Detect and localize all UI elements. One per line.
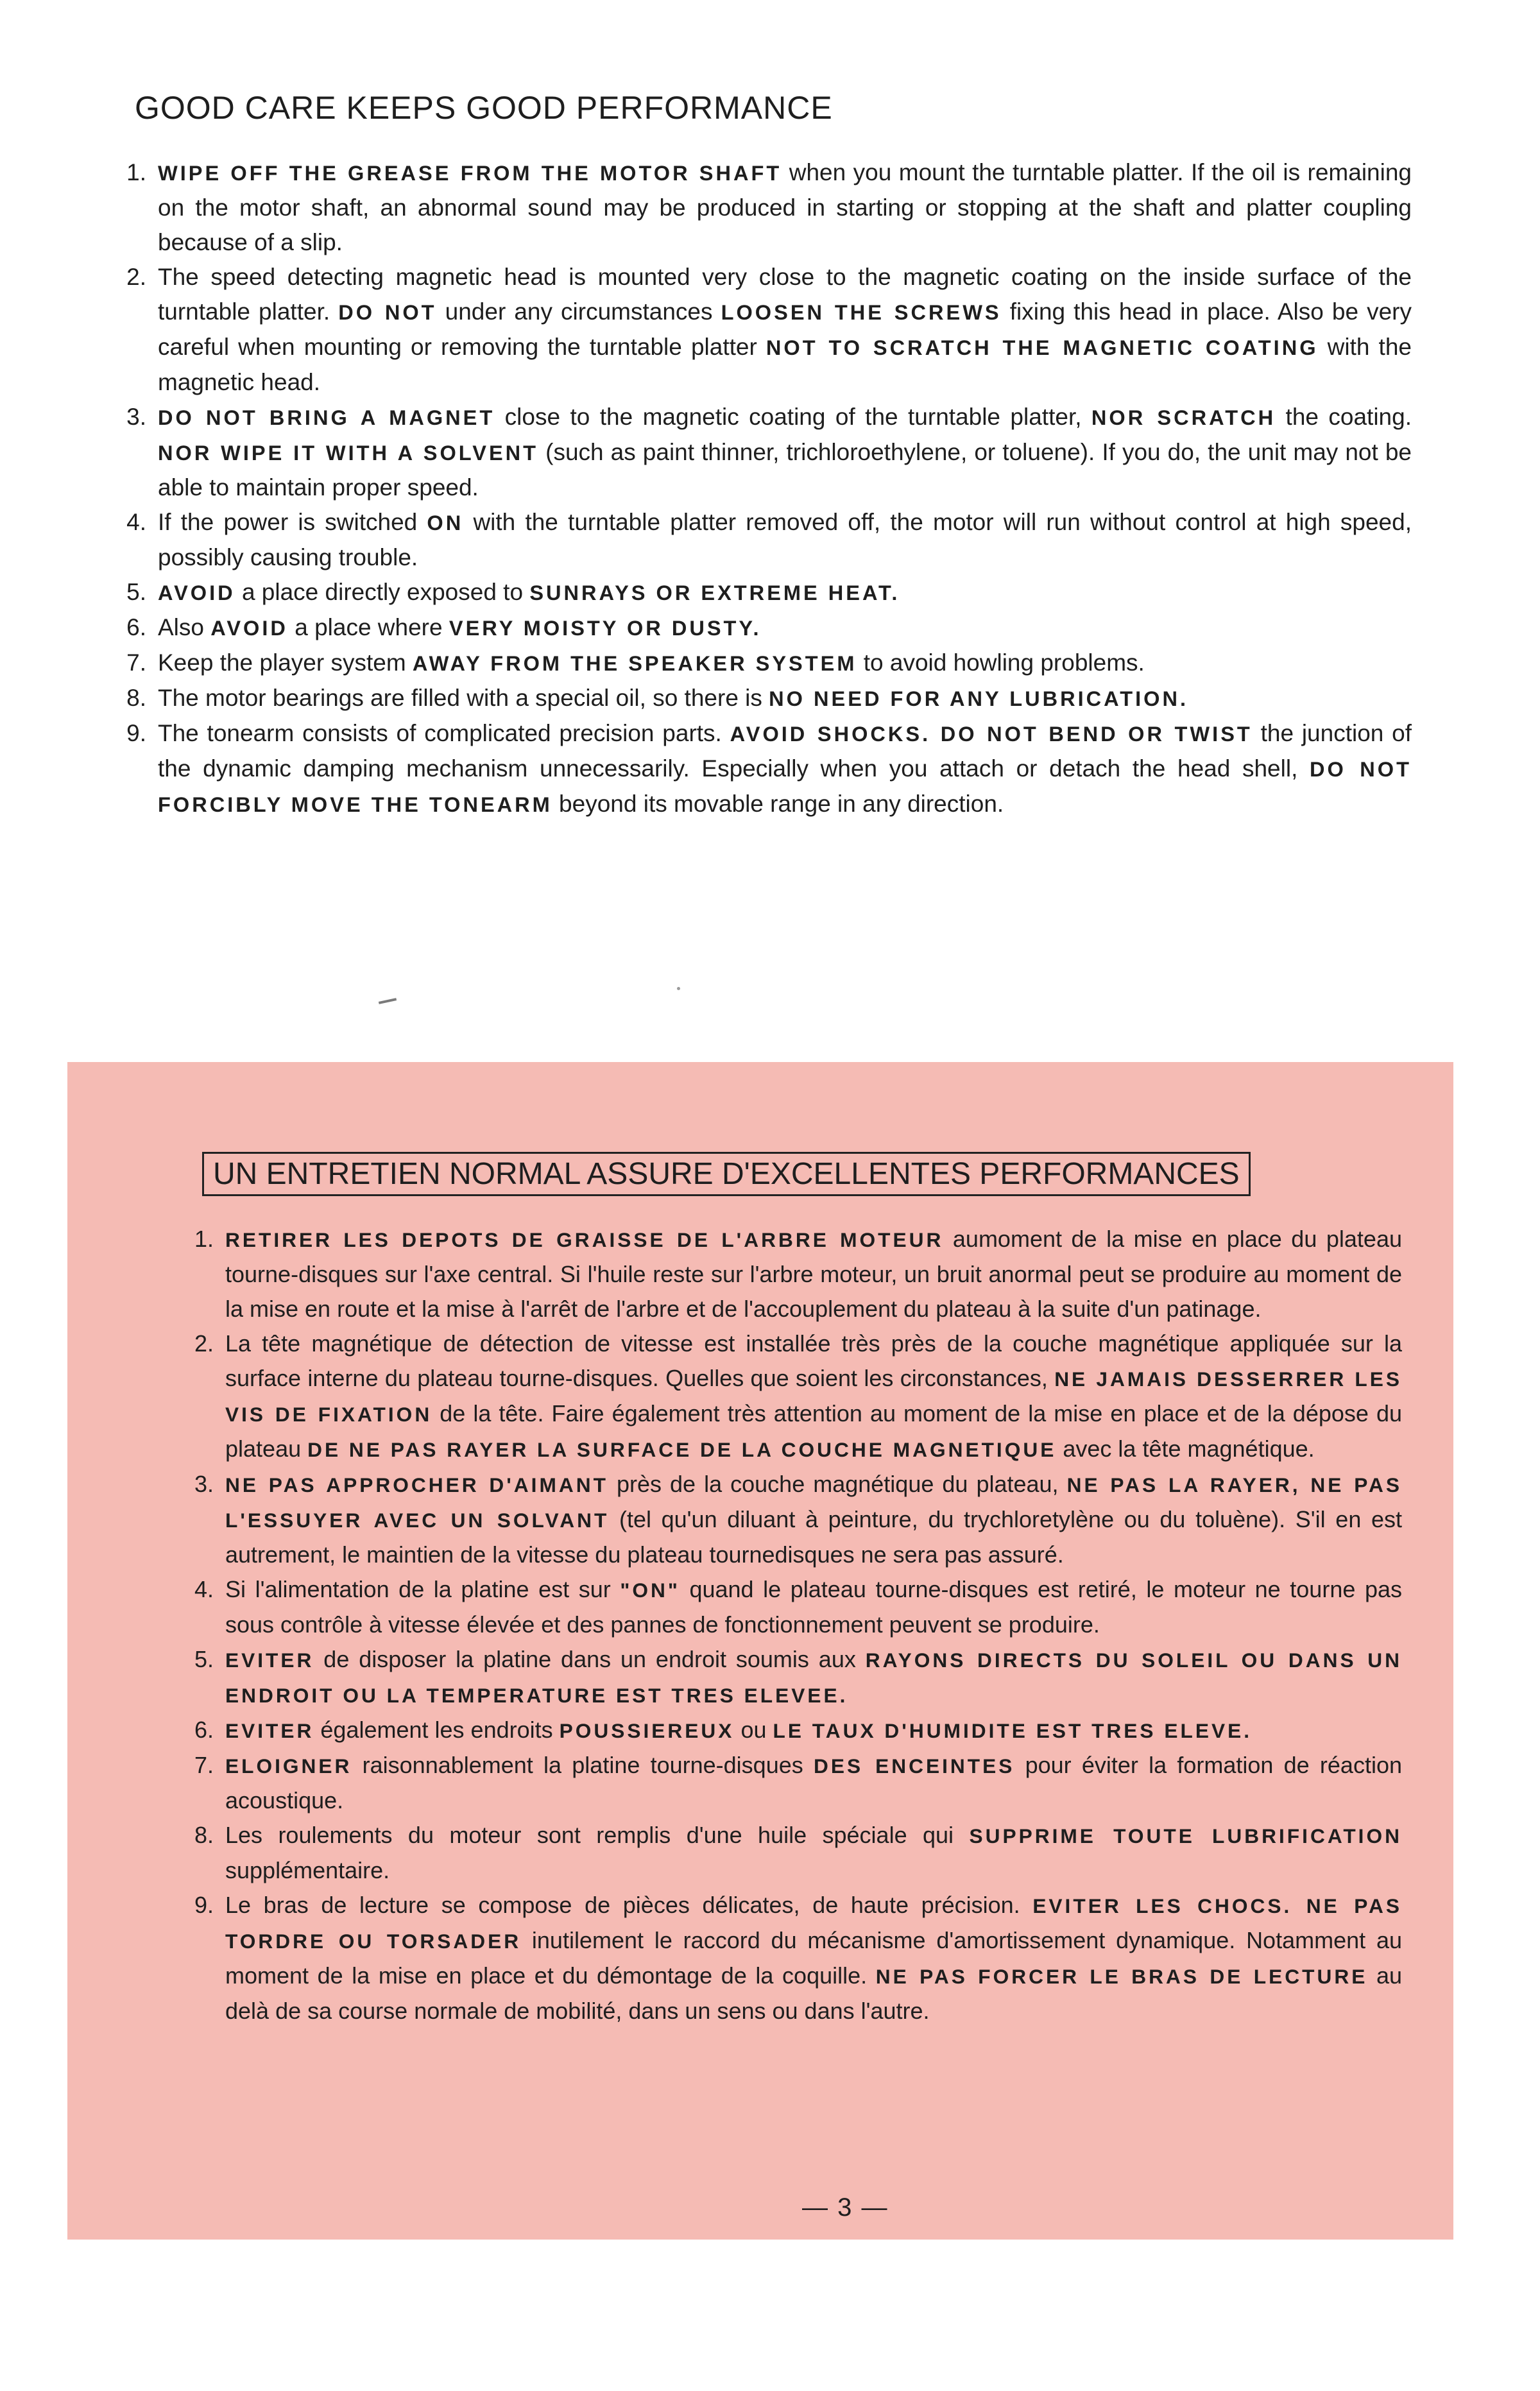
emphasized-text: NE PAS APPROCHER D'AIMANT <box>225 1473 608 1497</box>
emphasized-text: DO NOT BRING A MAGNET <box>158 406 495 429</box>
item-number: 6. <box>194 1717 214 1744</box>
emphasized-text: SUNRAYS OR EXTREME HEAT. <box>529 581 900 604</box>
english-list-item <box>126 681 1412 716</box>
body-text: supplémentaire. <box>225 1857 390 1884</box>
emphasized-text: EVITER LES CHOCS. NE PAS TORDRE OU TORSADER <box>225 1894 1402 1953</box>
emphasized-text: NE PAS LA RAYER, NE PAS L'ESSUYER AVEC UN SOLVANT <box>225 1473 1402 1532</box>
emphasized-text: NOR SCRATCH <box>1091 406 1276 429</box>
body-text: ou <box>734 1717 773 1744</box>
emphasized-text: "ON" <box>620 1579 680 1602</box>
item-number: 5. <box>194 1646 214 1673</box>
french-list-item <box>194 1713 1402 1748</box>
emphasized-text: AVOID <box>210 616 288 640</box>
body-text: au delà de sa course normale de mobilité, dans un sens ou dans l'autre. <box>225 1962 1403 2025</box>
item-number: 7. <box>194 1752 214 1779</box>
item-number: 3. <box>126 403 146 430</box>
french-list-item <box>194 1888 1403 2028</box>
body-text: (such as paint thinner, trichloroethylene, or toluene). If you do, the unit may not be able to maintain proper speed. <box>158 438 1412 501</box>
item-number: 4. <box>194 1576 214 1603</box>
item-number: 9. <box>126 719 146 746</box>
item-number: 5. <box>126 578 146 605</box>
body-text: également les endroits <box>314 1717 560 1744</box>
emphasized-text: SUPPRIME TOUTE LUBRIFICATION <box>969 1824 1402 1848</box>
body-text: with the magnetic head. <box>158 333 1412 395</box>
emphasized-text: RETIRER LES DEPOTS DE GRAISSE DE L'ARBRE MOTEUR <box>225 1228 944 1252</box>
body-text: a place where <box>287 613 449 640</box>
emphasized-text: AVOID <box>158 581 235 604</box>
body-text: La tête magnétique de détection de vitesse est installée très près de la couche magnétique appliquée sur la surface interne du plateau tourne-disques. Quelles que soient les circonstances, <box>225 1330 1402 1392</box>
french-list-item <box>194 1748 1403 1818</box>
emphasized-text: DO NOT <box>338 300 437 324</box>
emphasized-text: LE TAUX D'HUMIDITE EST TRES ELEVE. <box>773 1719 1253 1743</box>
english-list-item <box>126 505 1412 575</box>
french-list-item <box>194 1222 1402 1326</box>
body-text: the coating. <box>1276 403 1412 430</box>
emphasized-text: NE JAMAIS DESSERRER LES VIS DE FIXATION <box>225 1367 1402 1427</box>
item-number: 4. <box>126 508 146 535</box>
body-text: (tel qu'un diluant à peinture, du trychloretylène ou du toluène). S'il en est autrement, le maintien de la vitesse du plateau tournedisques ne sera pas assuré. <box>225 1506 1403 1568</box>
body-text: Si l'alimentation de la platine est sur <box>225 1576 620 1603</box>
emphasized-text: NO NEED FOR ANY LUBRICATION. <box>769 687 1189 710</box>
body-text: Les roulements du moteur sont remplis d'une huile spéciale qui <box>225 1822 970 1849</box>
item-number: 6. <box>126 613 146 640</box>
french-panel <box>67 1062 1453 2240</box>
body-text: de disposer la platine dans un endroit soumis aux <box>314 1646 866 1673</box>
french-list-item <box>194 1467 1403 1572</box>
body-text: when you mount the turntable platter. If the oil is remaining on the motor shaft, an abnormal sound may be produced in starting or stopping at the shaft and platter coupling because of a slip. <box>158 159 1412 255</box>
body-text: The speed detecting magnetic head is mounted very close to the magnetic coating on the inside surface of the turntable platter. <box>158 263 1412 325</box>
emphasized-text: WIPE OFF THE GREASE FROM THE MOTOR SHAFT <box>158 161 782 185</box>
emphasized-text: POUSSIEREUX <box>559 1719 735 1743</box>
emphasized-text: ELOIGNER <box>225 1754 352 1778</box>
emphasized-text: DE NE PAS RAYER LA SURFACE DE LA COUCHE MAGNETIQUE <box>307 1438 1057 1462</box>
body-text: avec la tête magnétique. <box>1056 1435 1315 1462</box>
body-text: Also <box>158 613 211 640</box>
body-text: fixing this head in place. Also be very careful when mounting or removing the turntable platter <box>158 298 1412 360</box>
print-smudge <box>379 998 397 1004</box>
body-text: aumoment de la mise en place du plateau tourne-disques sur l'axe central. Si l'huile reste sur l'arbre moteur, un bruit anormal peut se produire au moment de la mise en route et la mise à l'arrêt de l'arbre et de l'accouplement du plateau à la suite d'un patinage. <box>225 1226 1402 1323</box>
english-list-item <box>126 575 1412 610</box>
emphasized-text: EVITER <box>225 1719 314 1743</box>
emphasized-text: NE PAS FORCER LE BRAS DE LECTURE <box>875 1965 1368 1989</box>
english-title: GOOD CARE KEEPS GOOD PERFORMANCE <box>135 90 833 126</box>
emphasized-text: AVOID SHOCKS. DO NOT BEND OR TWIST <box>730 722 1253 746</box>
item-number: 9. <box>194 1892 214 1919</box>
body-text: de la tête. Faire également très attention au moment de la mise en place et de la dépose du plateau <box>225 1400 1402 1462</box>
emphasized-text: NOT TO SCRATCH THE MAGNETIC COATING <box>766 336 1319 359</box>
body-text: quand le plateau tourne-disques est retiré, le moteur ne tourne pas sous contrôle à vitesse élevée et des pannes de fonctionnement peuvent se produire. <box>225 1576 1402 1638</box>
english-list-item <box>126 155 1412 260</box>
body-text: with the turntable platter removed off, the motor will run without control at high speed, possibly causing trouble. <box>158 508 1412 570</box>
body-text: the junction of the dynamic damping mechanism unnecessarily. Especially when you attach or detach the head shell, <box>158 719 1412 782</box>
emphasized-text: VERY MOISTY OR DUSTY. <box>449 616 762 640</box>
body-text: près de la couche magnétique du plateau, <box>608 1471 1067 1498</box>
french-list-item <box>194 1326 1402 1467</box>
body-text: pour éviter la formation de réaction acoustique. <box>225 1752 1403 1814</box>
french-list-item <box>194 1642 1403 1713</box>
item-number: 1. <box>194 1226 214 1253</box>
body-text: If the power is switched <box>158 508 427 535</box>
print-dot <box>677 987 680 990</box>
body-text: Le bras de lecture se compose de pièces délicates, de haute précision. <box>225 1892 1033 1919</box>
body-text: raisonnablement la platine tourne-disques <box>352 1752 814 1779</box>
emphasized-text: DES ENCEINTES <box>813 1754 1015 1778</box>
item-number: 2. <box>194 1330 214 1357</box>
emphasized-text: ON <box>427 511 464 535</box>
body-text: beyond its movable range in any direction. <box>552 790 1004 817</box>
item-number: 2. <box>126 263 146 290</box>
english-list-item <box>126 400 1412 505</box>
item-number: 1. <box>126 159 146 185</box>
emphasized-text: NOR WIPE IT WITH A SOLVENT <box>158 441 539 465</box>
french-list-item <box>194 1572 1402 1642</box>
english-list-item <box>126 610 1412 646</box>
emphasized-text: LOOSEN THE SCREWS <box>721 300 1002 324</box>
emphasized-text: RAYONS DIRECTS DU SOLEIL OU DANS UN ENDROIT OU LA TEMPERATURE EST TRES ELEVEE. <box>225 1649 1403 1708</box>
item-number: 3. <box>194 1471 214 1498</box>
body-text: The motor bearings are filled with a special oil, so there is <box>158 684 769 711</box>
item-number: 8. <box>194 1822 214 1849</box>
french-list-item <box>194 1818 1402 1888</box>
english-list-item <box>126 716 1412 822</box>
emphasized-text: DO NOT FORCIBLY MOVE THE TONEARM <box>158 757 1412 816</box>
body-text: inutilement le raccord du mécanisme d'amortissement dynamique. Notamment au moment de la mise en place et du démontage de la coquille. <box>225 1927 1402 1989</box>
body-text: to avoid howling problems. <box>857 649 1145 676</box>
item-number: 7. <box>126 649 146 676</box>
body-text: a place directly exposed to <box>235 578 530 605</box>
item-number: 8. <box>126 684 146 711</box>
body-text: close to the magnetic coating of the turntable platter, <box>495 403 1091 430</box>
page-number: — 3 — <box>802 2193 889 2222</box>
french-title: UN ENTRETIEN NORMAL ASSURE D'EXCELLENTES PERFORMANCES <box>202 1152 1251 1196</box>
english-section <box>126 90 1412 822</box>
body-text: The tonearm consists of complicated precision parts. <box>158 719 730 746</box>
emphasized-text: EVITER <box>225 1649 314 1672</box>
emphasized-text: AWAY FROM THE SPEAKER SYSTEM <box>412 651 857 675</box>
body-text: under any circumstances <box>436 298 721 325</box>
body-text: Keep the player system <box>158 649 413 676</box>
english-list-item <box>126 260 1412 400</box>
english-care-list <box>126 155 1412 822</box>
french-care-list <box>194 1222 1403 2028</box>
english-list-item <box>126 646 1412 681</box>
